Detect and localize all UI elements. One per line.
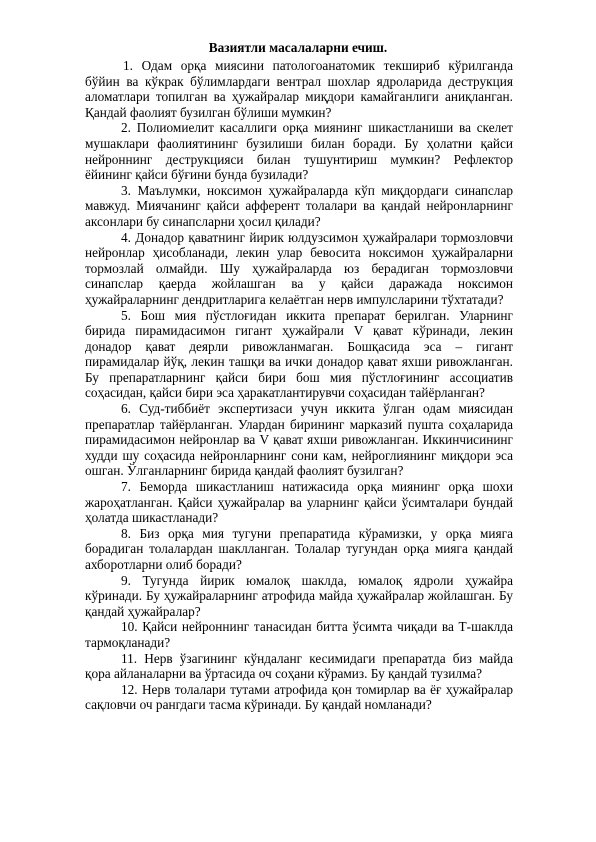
question-item: 9. Тугунда йирик юмалоқ шаклда, юмалоқ ядроли ҳужайра кўринади. Бу ҳужайраларнинг атрофида майда ҳужайралар жойлашган. Бу қандай ҳужайралар?	[85, 572, 513, 619]
question-item: 12. Нерв толалари тутами атрофида қон томирлар ва ёғ ҳужайралар сақловчи оч рангдаги тасма кўринади. Бу қандай номланади?	[85, 681, 513, 713]
questions-list	[85, 58, 513, 713]
question-item: 2. Полиомиелит касаллиги орқа миянинг шикастланиши ва скелет мушаклари фаолиятининг бузилиши билан боради. Бу ҳолатни қайси нейроннинг деструкцияси билан тушунтириш мумкин? Рефлектор ёйининг қайси бўғини бунда бузилади?	[85, 120, 513, 183]
question-item: 1. Одам орқа миясини патологоанатомик текшириб кўрилганда бўйин ва кўкрак бўлимлардаги вентрал шохлар ядроларида деструкция аломатлари топилган ва ҳужайралар миқдори камайганлиги аниқланган. Қандай фаолият бузилган бўлиши мумкин?	[85, 58, 513, 120]
question-item: 7. Беморда шикастланиш натижасида орқа миянинг орқа шохи жароҳатланган. Қайси ҳужайралар ва уларнинг қайси ўсимталари бундай ҳолатда шикастланади?	[85, 479, 513, 526]
question-item: 4. Донадор қаватнинг йирик юлдузсимон ҳужайралари тормозловчи нейронлар ҳисобланади, лекин улар бевосита ноксимон ҳужайраларни тормозлай олмайди. Шу ҳужайраларда юз берадиган тормозловчи синапслар қаерда жойлашган ва у қайси даражада ноксимон ҳужайраларнинг дендритларига келаётган нерв импулсларини тўхтатади?	[85, 229, 513, 307]
question-item: 5. Бош мия пўстлоғидан иккита препарат берилган. Уларнинг бирида пирамидасимон гигант ҳужайрали V қават кўринади, лекин донадор қават деярли ривожланмаган. Бошқасида эса – гигант пирамидалар йўқ, лекин ташқи ва ички донадор қават яхши ривожланган. Бу препаратларнинг қайси бири бош мия пўстлоғининг ассоциатив соҳасидан, қайси бири эса ҳаракатлантирувчи соҳасидан тайёрланган?	[85, 307, 513, 401]
question-item: 10. Қайси нейроннинг танасидан битта ўсимта чиқади ва Т-шаклда тармоқланади?	[85, 619, 513, 650]
question-item: 11. Нерв ўзагининг кўндаланг кесимидаги препаратда биз майда қора айланаларни ва ўртасида оч соҳани кўрамиз. Бу қандай тузилма?	[85, 650, 513, 682]
question-item: 8. Биз орқа мия тугуни препаратида кўрамизки, у орқа мияга борадиган толалардан шаклланган. Толалар тугундан орқа мияга қандай ахборотларни олиб боради?	[85, 525, 513, 572]
question-item: 6. Суд-тиббиёт экспертизаси учун иккита ўлган одам миясидан препаратлар тайёрланган. Улардан бирининг марказий пушта соҳаларида пирамидасимон нейронлар ва V қават яхши ривожланган. Иккинчисининг худди шу соҳасида нейронларнинг сони кам, нейроглиянинг миқдори эса ошган. Ўлганларнинг бирида қандай фаолият бузилган?	[85, 401, 513, 479]
question-item: 3. Маълумки, ноксимон ҳужайраларда кўп миқдордаги синапслар мавжуд. Миячанинг қайси афферент толалари ва қандай нейронларнинг аксонлари бу синапсларни ҳосил қилади?	[85, 182, 513, 229]
document-title: Вазиятли масалаларни ечиш.	[208, 40, 388, 55]
